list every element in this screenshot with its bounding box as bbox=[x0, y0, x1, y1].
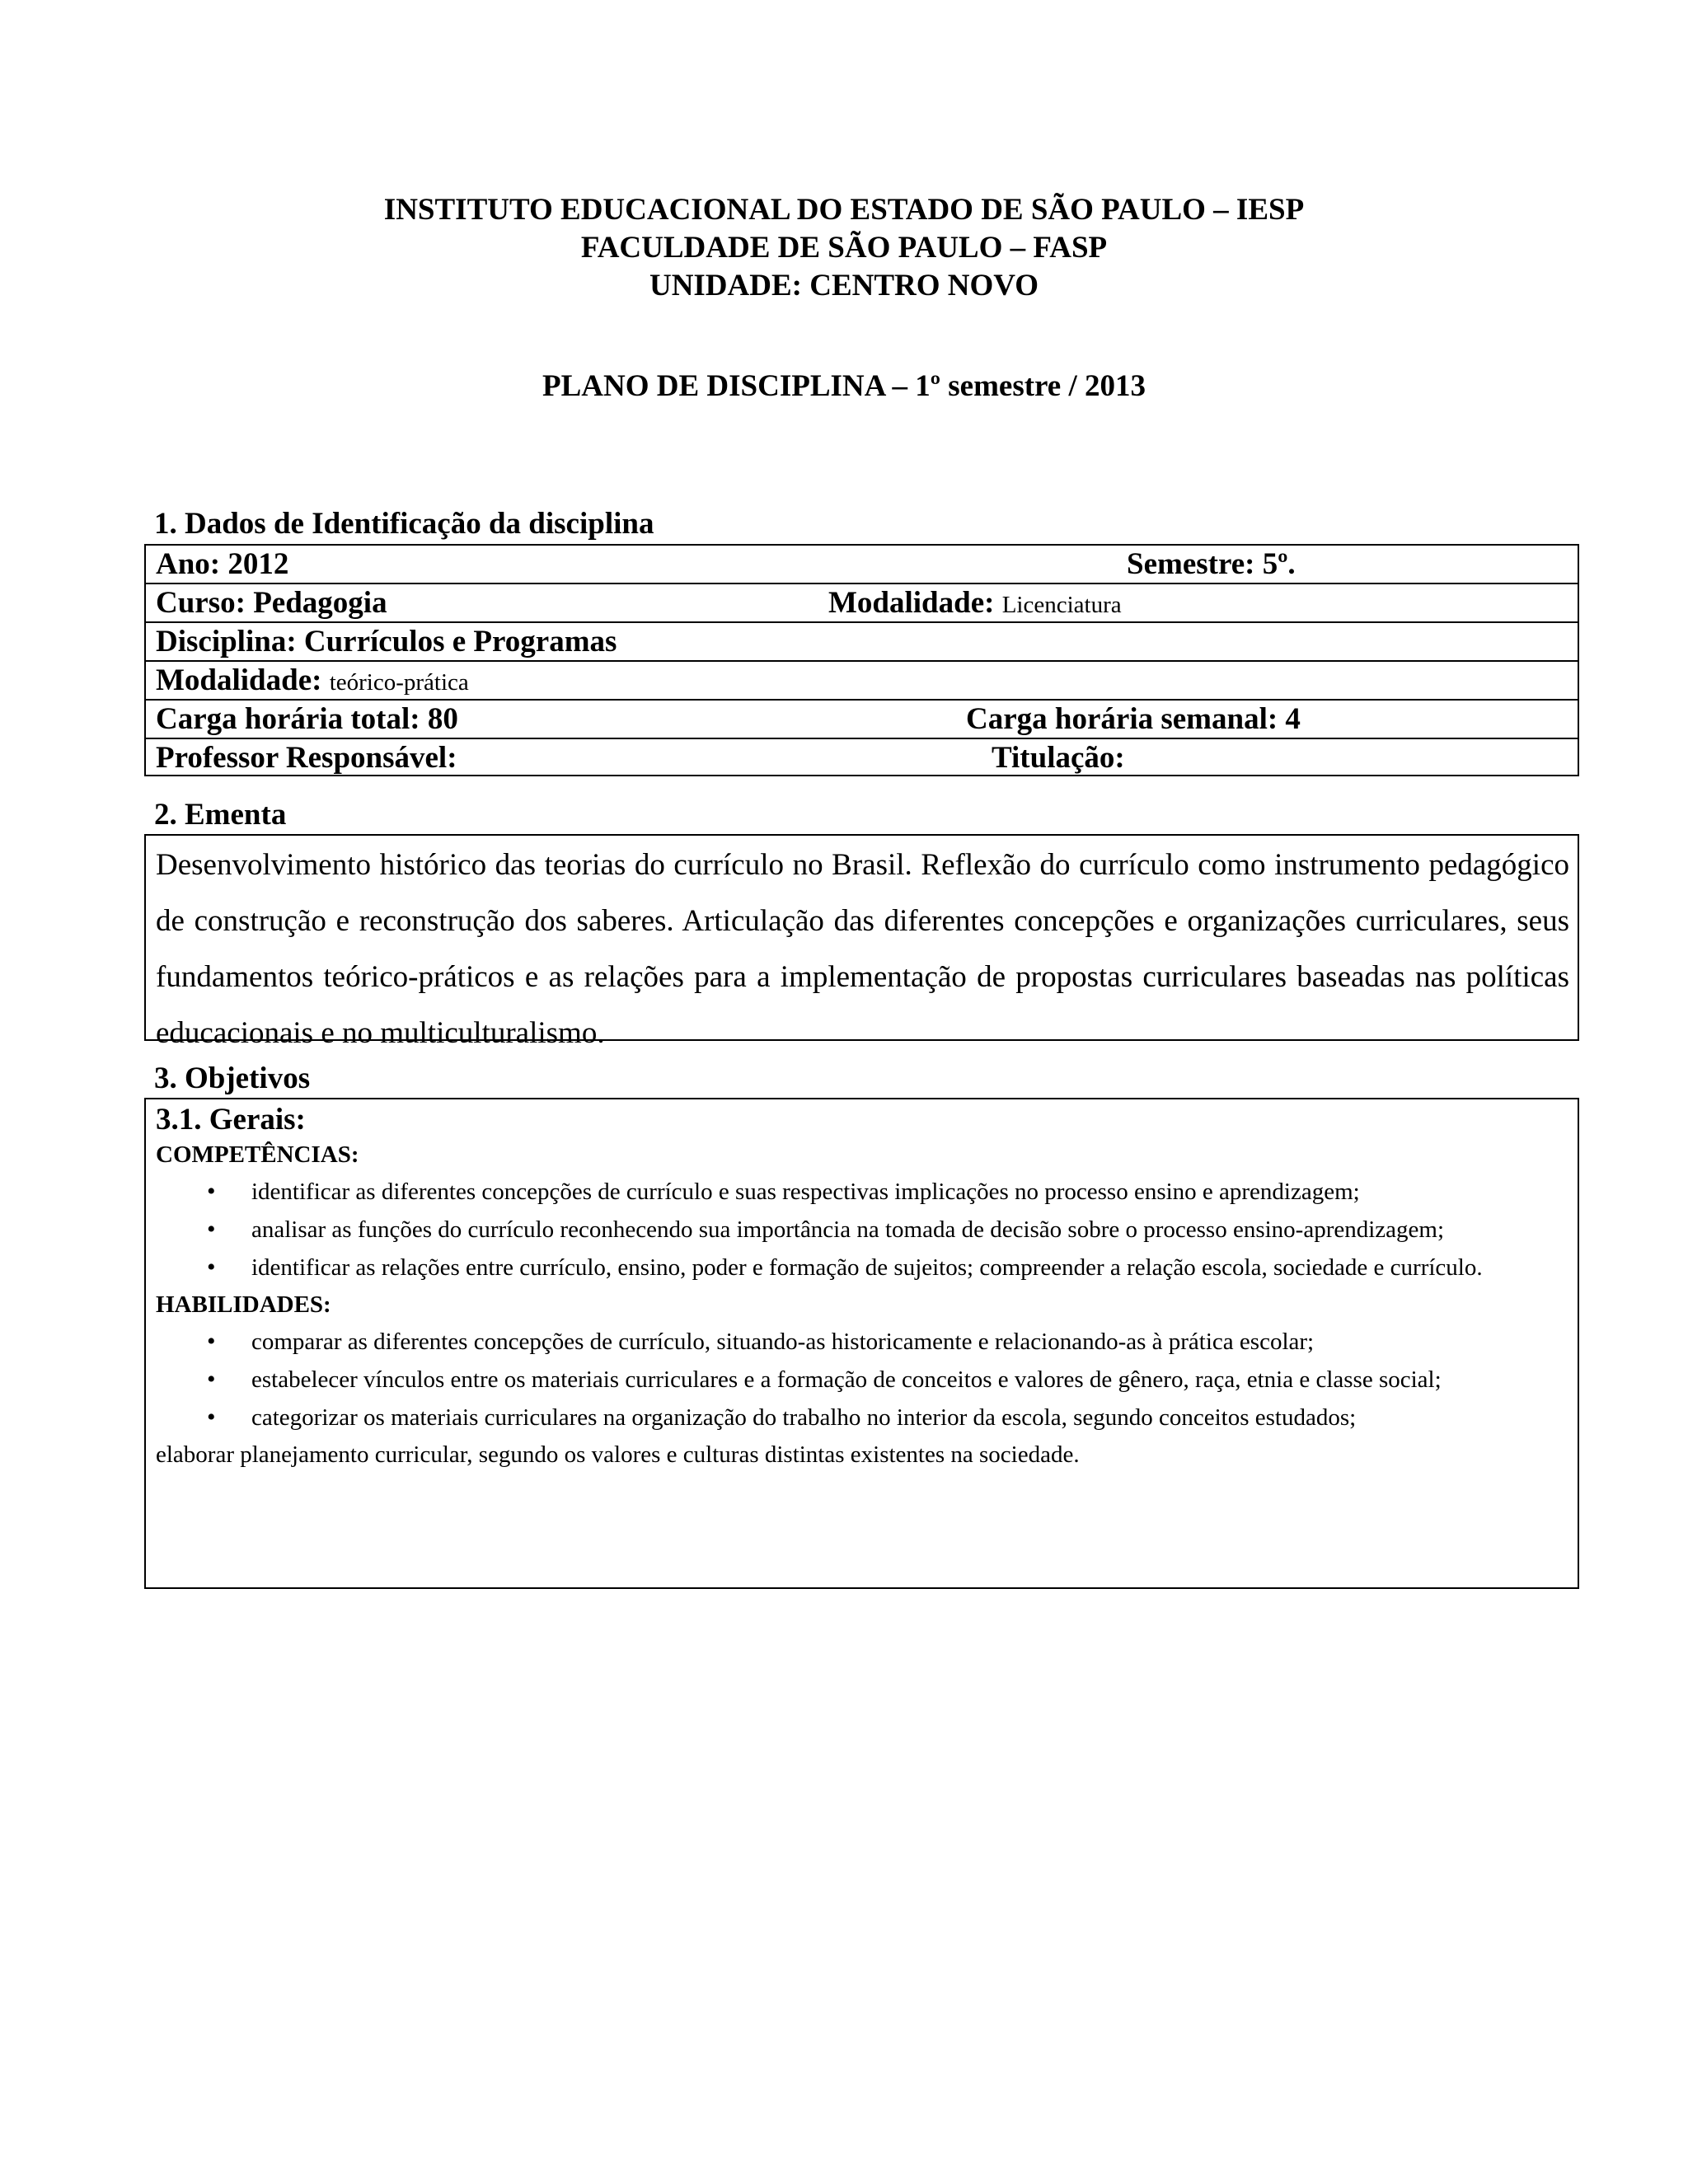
plan-title: PLANO DE DISCIPLINA – 1º semestre / 2013 bbox=[542, 369, 1146, 403]
professor-field: Professor Responsável: bbox=[156, 741, 457, 775]
row-modalidade bbox=[146, 662, 1578, 701]
habilidades-list bbox=[156, 1325, 1569, 1434]
titulacao-field: Titulação: bbox=[992, 741, 1125, 775]
row-disciplina bbox=[146, 623, 1578, 662]
list-item-text: identificar as relações entre currículo, ensino, poder e formação de sujeitos; compreender a relação escola, sociedade e currículo. bbox=[251, 1254, 1483, 1281]
list-item-text: categorizar os materiais curriculares na organização do trabalho no interior da escola, segundo conceitos estudados; bbox=[251, 1404, 1357, 1431]
bullet-icon: • bbox=[207, 1366, 216, 1393]
ementa-box bbox=[144, 834, 1579, 1050]
modalidade-value: teórico-prática bbox=[329, 669, 469, 696]
disciplina-field: Disciplina: Currículos e Programas bbox=[156, 625, 617, 658]
gerais-title: 3.1. Gerais: bbox=[156, 1103, 306, 1137]
row-curso-modalidade bbox=[146, 584, 1578, 623]
list-item bbox=[156, 1251, 1569, 1284]
final-objective-line: elaborar planejamento curricular, segundo os valores e culturas distintas existentes na sociedade. bbox=[156, 1441, 1080, 1468]
list-item bbox=[156, 1401, 1569, 1434]
modalidade-label: Modalidade: bbox=[156, 663, 322, 697]
section-identification-title: 1. Dados de Identificação da disciplina bbox=[154, 507, 654, 541]
modalidade-field bbox=[156, 662, 469, 701]
semestre-field: Semestre: 5º. bbox=[1127, 547, 1296, 581]
bullet-icon: • bbox=[207, 1328, 216, 1355]
section-objetivos-title: 3. Objetivos bbox=[154, 1062, 311, 1095]
row-professor-titulacao bbox=[146, 739, 1578, 778]
curso-field: Curso: Pedagogia bbox=[156, 586, 387, 620]
ano-field: Ano: 2012 bbox=[156, 547, 289, 581]
competencias-list bbox=[156, 1175, 1569, 1284]
list-item bbox=[156, 1363, 1569, 1396]
institution-name: INSTITUTO EDUCACIONAL DO ESTADO DE SÃO PAULO – IESP bbox=[383, 193, 1305, 227]
bullet-icon: • bbox=[207, 1404, 216, 1431]
list-item-text: analisar as funções do currículo reconhecendo sua importância na tomada de decisão sobre o processo ensino-aprendizagem; bbox=[251, 1216, 1445, 1243]
modalidade-curso-field bbox=[828, 584, 1122, 624]
section-ementa-title: 2. Ementa bbox=[154, 798, 287, 832]
objetivos-box bbox=[144, 1098, 1579, 1589]
identification-table bbox=[144, 544, 1579, 776]
bullet-icon: • bbox=[207, 1216, 216, 1243]
list-item bbox=[156, 1213, 1569, 1246]
carga-semanal-field: Carga horária semanal: 4 bbox=[966, 702, 1301, 736]
modalidade-curso-value: Licenciatura bbox=[1001, 592, 1122, 618]
row-ano-semestre bbox=[146, 546, 1578, 584]
institution-header bbox=[0, 191, 1688, 305]
list-item bbox=[156, 1325, 1569, 1358]
bullet-icon: • bbox=[207, 1254, 216, 1281]
list-item-text: comparar as diferentes concepções de currículo, situando-as historicamente e relacionando-as à prática escolar; bbox=[251, 1329, 1315, 1355]
faculty-name: FACULDADE DE SÃO PAULO – FASP bbox=[580, 231, 1108, 265]
habilidades-title: HABILIDADES: bbox=[156, 1291, 331, 1318]
unit-name: UNIDADE: CENTRO NOVO bbox=[649, 269, 1039, 302]
modalidade-curso-label: Modalidade: bbox=[828, 586, 995, 620]
bullet-icon: • bbox=[207, 1178, 216, 1205]
competencias-title: COMPETÊNCIAS: bbox=[156, 1141, 359, 1168]
list-item-text: identificar as diferentes concepções de currículo e suas respectivas implicações no processo ensino e aprendizagem; bbox=[251, 1179, 1360, 1205]
row-carga-horaria bbox=[146, 701, 1578, 739]
ementa-text: Desenvolvimento histórico das teorias do currículo no Brasil. Reflexão do currículo como instrumento pedagógico de construção e reconstrução dos saberes. Articulação das diferentes concepções e organizações curriculares, seus fundamentos teórico-práticos e as relações para a implementação de propostas curriculares baseadas nas políticas educacionais e no multiculturalismo. bbox=[156, 848, 1569, 1050]
carga-total-field: Carga horária total: 80 bbox=[156, 702, 458, 736]
list-item-text: estabelecer vínculos entre os materiais curriculares e a formação de conceitos e valores de gênero, raça, etnia e classe social; bbox=[251, 1366, 1442, 1393]
list-item bbox=[156, 1175, 1569, 1208]
